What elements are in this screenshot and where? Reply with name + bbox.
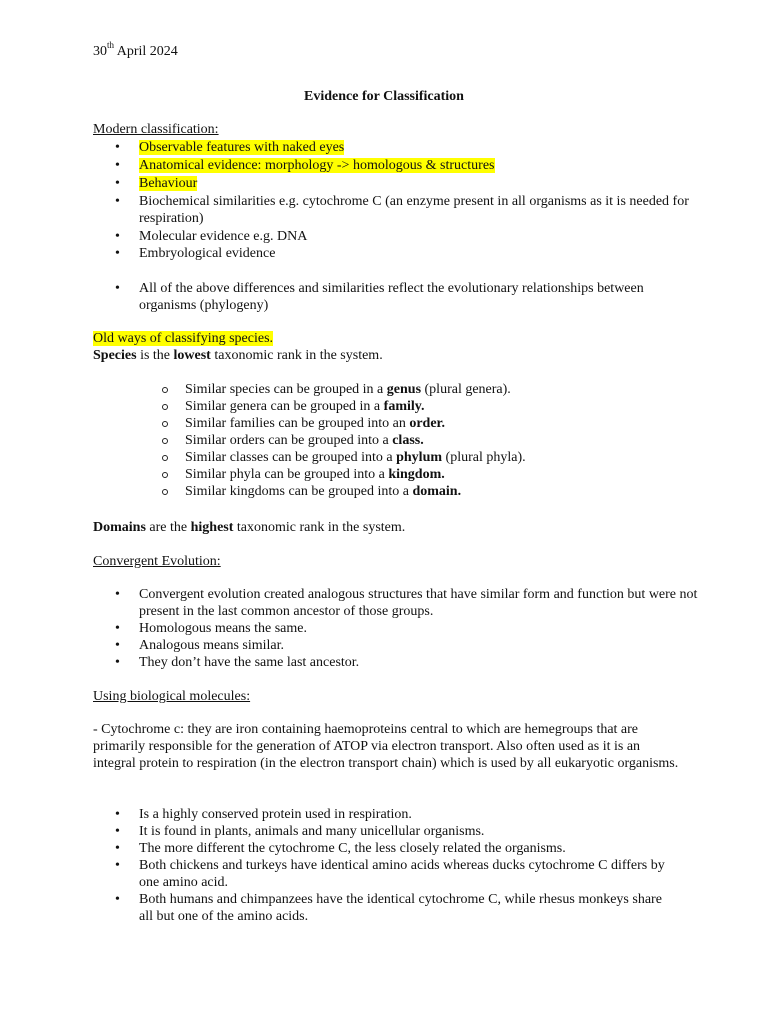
rank-text: Similar orders can be grouped into a: [185, 433, 393, 448]
list-item-text: Behaviour: [139, 176, 198, 191]
list-item: [139, 228, 699, 245]
rank-term: domain.: [412, 484, 462, 499]
list-item-text: All of the above differences and similarities reflect the evolutionary relationships between organisms (phylogeny): [139, 281, 644, 313]
date-day: 30: [93, 44, 107, 59]
taxonomic-ranks-list: [185, 381, 705, 500]
list-item: • Is a highly conserved protein used in respiration.: [139, 806, 699, 823]
domains-statement: [93, 519, 683, 536]
list-item: [139, 139, 699, 157]
rank-text: Similar phyla can be grouped into a: [185, 467, 389, 482]
rank-item: [185, 449, 705, 466]
list-item: • Both humans and chimpanzees have the identical cytochrome C, while rhesus monkeys share all but one of the amino acids.: [139, 891, 674, 925]
cytochrome-facts-list: [139, 806, 699, 925]
domains-text-end: taxonomic rank in the system.: [233, 520, 406, 535]
convergent-evolution-heading: Convergent Evolution:: [93, 554, 221, 569]
list-item: • Both chickens and turkeys have identical amino acids whereas ducks cytochrome C differs by one amino acid.: [139, 857, 674, 891]
convergent-evolution-list: [139, 586, 699, 671]
document-title: Evidence for Classification: [304, 89, 464, 104]
rank-term: family.: [383, 399, 425, 414]
rank-term: phylum: [396, 450, 443, 465]
list-item-text: Embryological evidence: [139, 246, 276, 261]
rank-term: order.: [409, 416, 445, 431]
list-item: • Analogous means similar.: [139, 637, 699, 654]
modern-classification-list: [139, 139, 699, 262]
species-text: is the: [136, 348, 174, 363]
rank-term: class.: [392, 433, 424, 448]
old-classification-heading-text: Old ways of classifying species.: [93, 331, 274, 346]
rank-term: genus: [386, 382, 422, 397]
biological-molecules-heading: Using biological molecules:: [93, 689, 251, 704]
document-date: [93, 40, 178, 60]
list-item: • It is found in plants, animals and many unicellular organisms.: [139, 823, 699, 840]
old-classification-heading: [93, 330, 683, 347]
list-item: • The more different the cytochrome C, the less closely related the organisms.: [139, 840, 699, 857]
domains-highest: highest: [190, 520, 234, 535]
rank-text: Similar families can be grouped into an: [185, 416, 410, 431]
modern-summary-list: [139, 280, 699, 314]
list-item-text: Molecular evidence e.g. DNA: [139, 229, 308, 244]
rank-item: [185, 381, 705, 398]
species-term: Species: [93, 348, 137, 363]
cytochrome-paragraph: - Cytochrome c: they are iron containing haemoproteins central to which are hemegroups that are primarily responsible for the generation of ATOP via electron transport. Also often used as it is an integral protein to respiration (in the electron transport chain) which is used by all eukaryotic organisms.: [93, 722, 679, 771]
species-statement: [93, 347, 683, 364]
rank-item: [185, 398, 705, 415]
date-rest: April 2024: [114, 44, 178, 59]
rank-text: Similar kingdoms can be grouped into a: [185, 484, 413, 499]
rank-text: Similar genera can be grouped in a: [185, 399, 384, 414]
rank-item: [185, 432, 705, 449]
species-text-end: taxonomic rank in the system.: [210, 348, 383, 363]
species-lowest: lowest: [173, 348, 211, 363]
list-item: [139, 245, 699, 262]
rank-term: kingdom.: [388, 467, 445, 482]
rank-note: (plural genera).: [421, 382, 511, 397]
list-item-text: Anatomical evidence: morphology -> homologous & structures: [139, 158, 495, 173]
list-item: • Convergent evolution created analogous structures that have similar form and function but were not present in the last common ancestor of those groups.: [139, 586, 699, 620]
rank-text: Similar classes can be grouped into a: [185, 450, 397, 465]
list-item-text: Biochemical similarities e.g. cytochrome C (an enzyme present in all organisms as it is needed for respiration): [139, 194, 689, 226]
rank-text: Similar species can be grouped in a: [185, 382, 387, 397]
rank-item: [185, 466, 705, 483]
list-item: • They don’t have the same last ancestor.: [139, 654, 699, 671]
list-item: [139, 157, 699, 175]
date-suffix: th: [107, 40, 115, 51]
rank-note: (plural phyla).: [442, 450, 526, 465]
domains-text: are the: [145, 520, 191, 535]
modern-classification-heading: Modern classification:: [93, 122, 219, 137]
list-item: [139, 175, 699, 193]
list-item: • Homologous means the same.: [139, 620, 699, 637]
rank-item: [185, 415, 705, 432]
list-item-text: Observable features with naked eyes: [139, 140, 345, 155]
rank-item: [185, 483, 705, 500]
list-item: [139, 193, 699, 228]
list-item: [139, 280, 699, 314]
domains-term: Domains: [93, 520, 146, 535]
